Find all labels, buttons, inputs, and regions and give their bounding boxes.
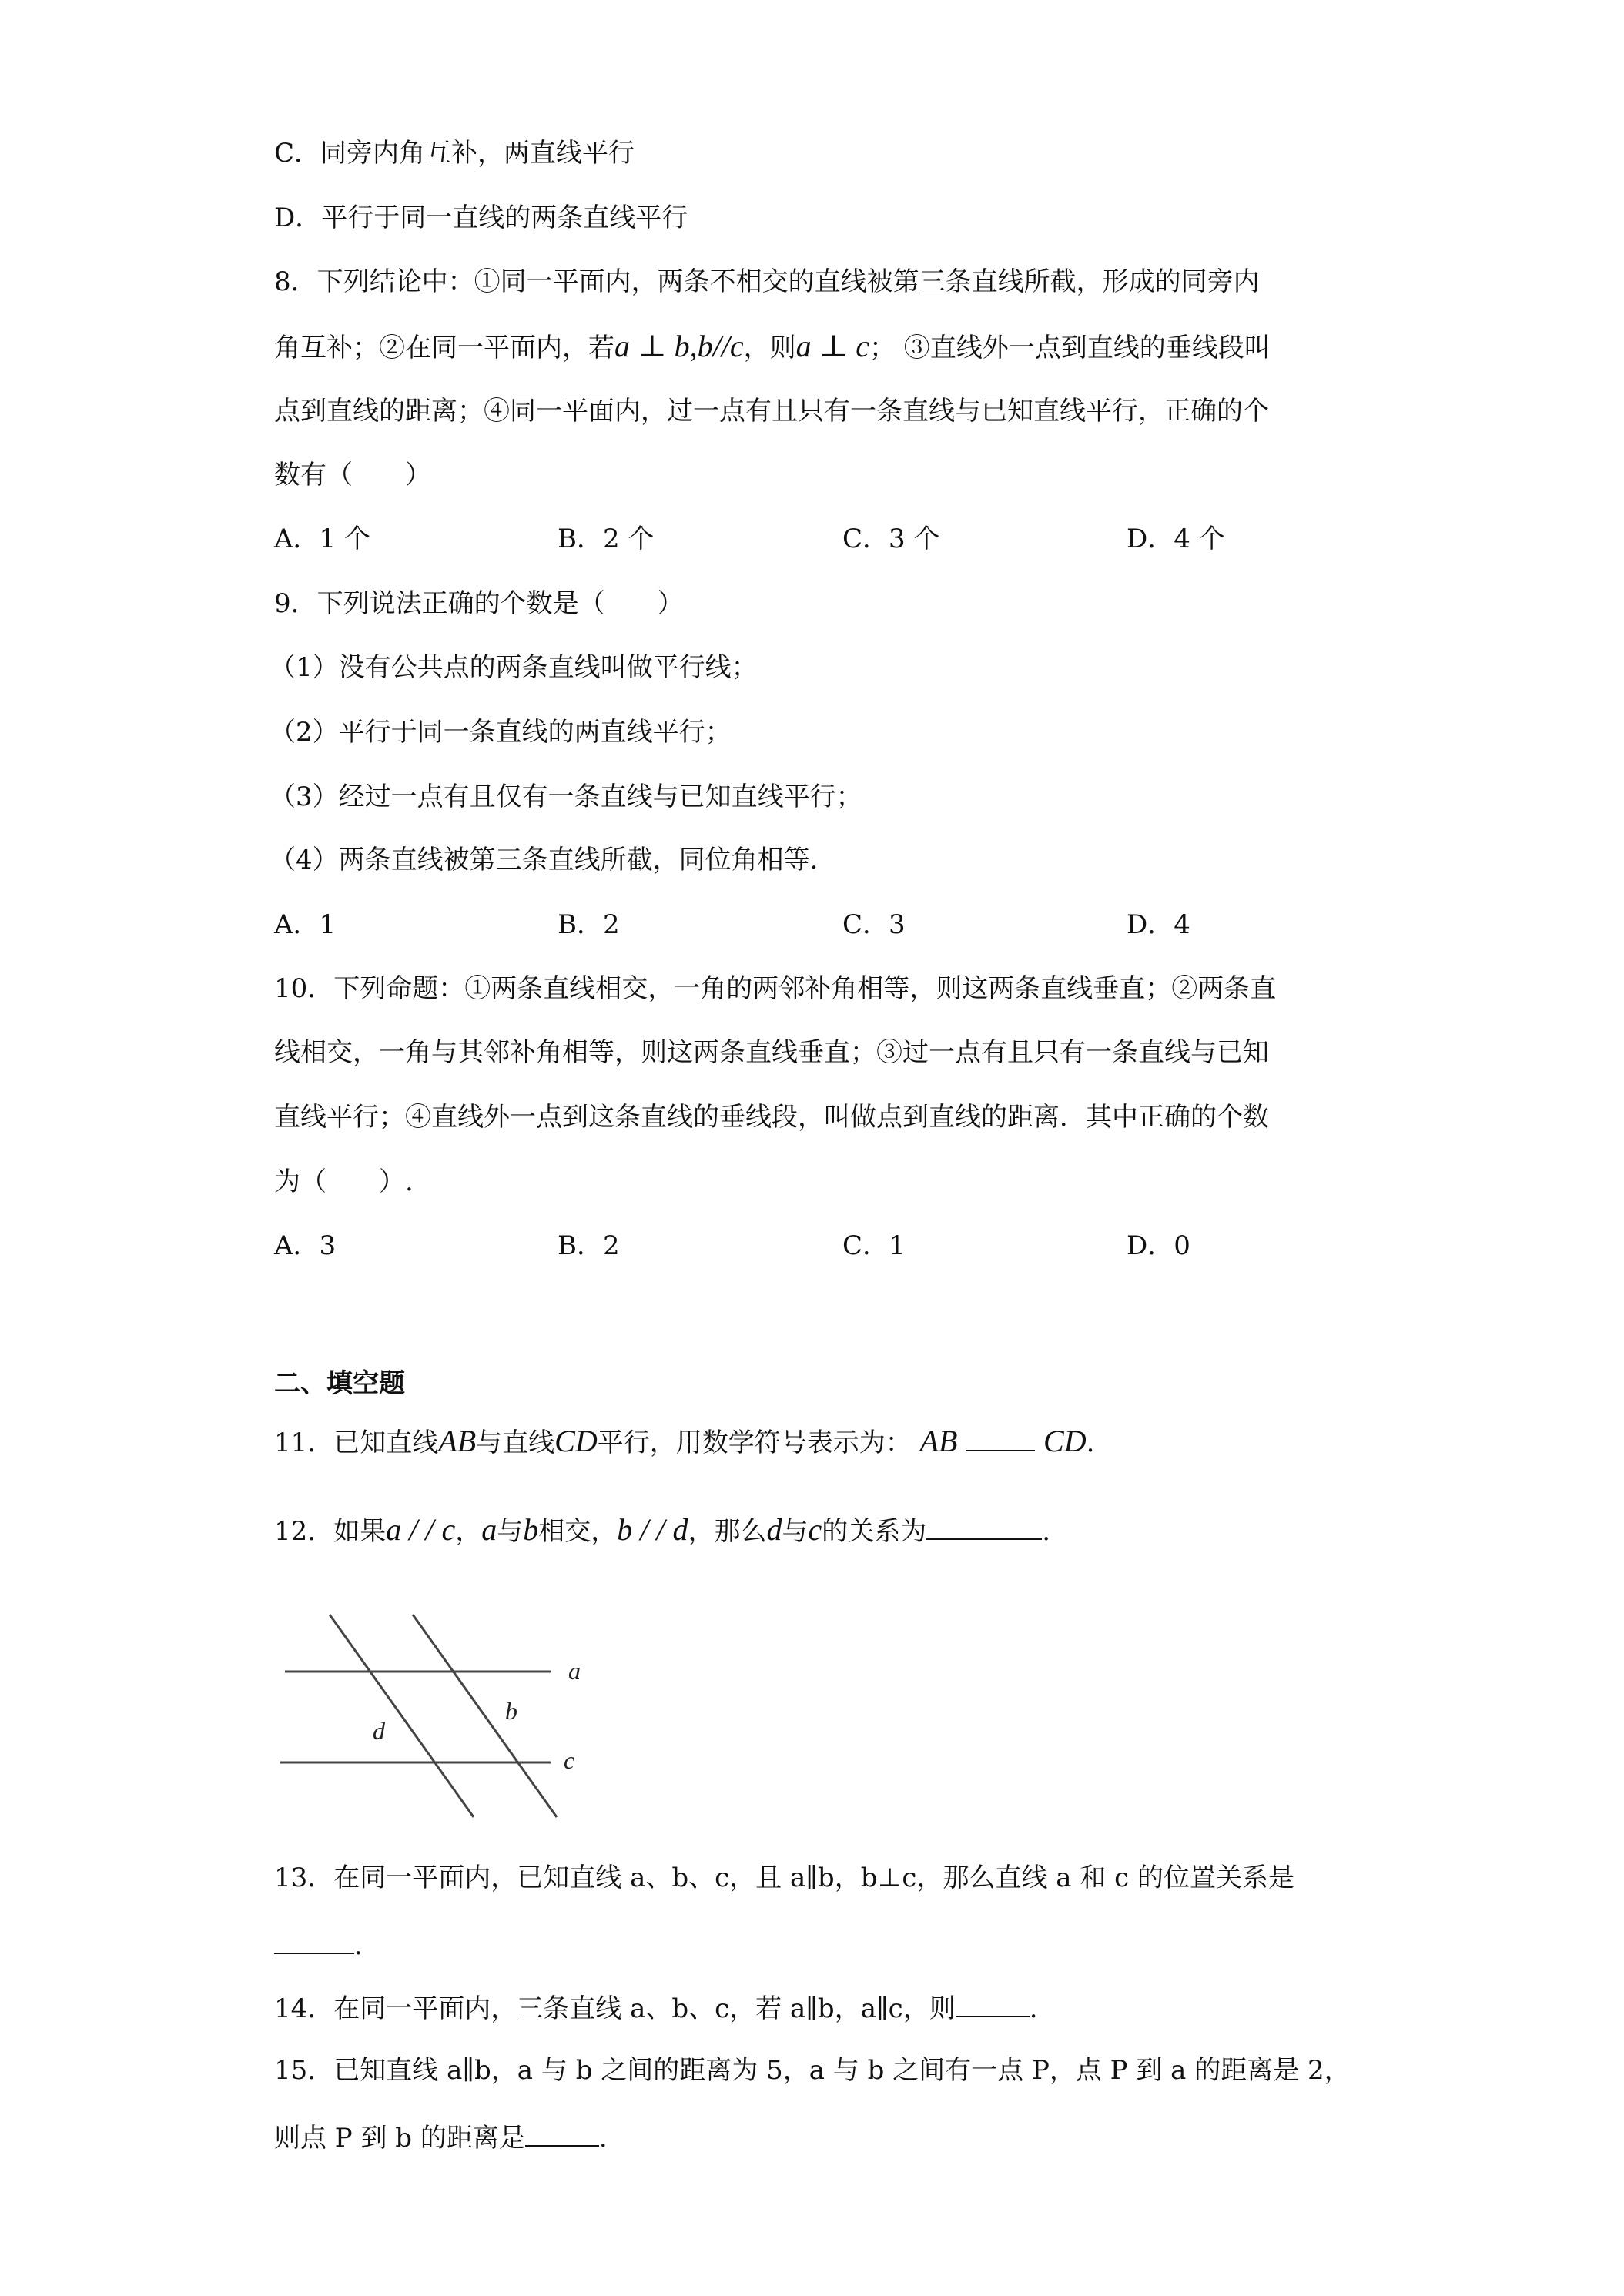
q11-answer-blank[interactable] (966, 1427, 1035, 1451)
q9-item-3: （3）经过一点有且仅有一条直线与已知直线平行； (270, 782, 862, 812)
q9-stem: 9．下列说法正确的个数是（ ） (274, 588, 684, 619)
q12-answer-blank[interactable] (926, 1515, 1042, 1540)
q11-text-4: . (1086, 1427, 1095, 1458)
q15-line-2 (274, 2122, 608, 2154)
q10-option-c: C．1 (842, 1230, 906, 1261)
q11-math-ab: AB (438, 1424, 477, 1458)
q13-answer-blank[interactable] (274, 1930, 354, 1954)
q12-text-2: ， (455, 1516, 482, 1547)
q11-math-cd: CD (554, 1424, 598, 1458)
q9-option-b: B．2 (558, 909, 620, 940)
q10-option-a: A．3 (274, 1230, 337, 1261)
q10-line-4: 为（ ）. (274, 1166, 414, 1197)
q11-line (274, 1426, 1094, 1457)
q8-option-a: A．1 个 (274, 524, 370, 554)
q9-option-d: D．4 (1127, 909, 1190, 940)
q12-text-6: 与 (782, 1516, 809, 1547)
line-d (330, 1615, 474, 1817)
q8-line-3: 点到直线的距离；④同一平面内，过一点有且只有一条直线与已知直线平行，正确的个 (274, 396, 1269, 427)
q15-end: . (598, 2123, 608, 2154)
q12-text-1: 12．如果 (274, 1516, 387, 1547)
q12-math-6: c (808, 1512, 822, 1547)
q7-option-d: D．平行于同一直线的两条直线平行 (274, 202, 688, 233)
q12-math-1: a / / c (386, 1512, 456, 1547)
q12-math-4: b / / d (617, 1512, 688, 1547)
q11-text-3: 平行，用数学符号表示为： (597, 1427, 912, 1458)
q11-math-ab-2: AB (919, 1424, 958, 1458)
q13-line-2 (274, 1930, 363, 1959)
q8-math-2: a ⊥ c (795, 329, 869, 363)
q8-line-4: 数有（ ） (274, 460, 431, 490)
q9-item-1: （1）没有公共点的两条直线叫做平行线； (270, 652, 758, 683)
q14-text: 14．在同一平面内，三条直线 a、b、c，若 a∥b，a∥c，则 (274, 1993, 956, 2024)
q11-text-2: 与直线 (476, 1427, 555, 1458)
q8-line-2-text-a: 角互补；②在同一平面内，若 (274, 333, 614, 363)
q12-math-3: b (523, 1512, 539, 1547)
q12-text-5: ，那么 (688, 1516, 767, 1547)
q10-option-d: D．0 (1127, 1230, 1190, 1261)
q15-line-1: 15．已知直线 a∥b，a 与 b 之间的距离为 5，a 与 b 之间有一点 P，点 P 到 a 的距离是 2， (274, 2055, 1351, 2086)
q11-math-cd-2: CD (1043, 1424, 1087, 1458)
q10-option-b: B．2 (558, 1230, 620, 1261)
q8-line-1: 8．下列结论中：①同一平面内，两条不相交的直线被第三条直线所截，形成的同旁内 (274, 266, 1260, 297)
q9-item-2: （2）平行于同一条直线的两直线平行； (270, 717, 732, 748)
q10-line-3: 直线平行；④直线外一点到这条直线的垂线段，叫做点到直线的距离．其中正确的个数 (274, 1102, 1269, 1133)
q15-text: 则点 P 到 b 的距离是 (274, 2123, 525, 2154)
q8-option-b: B．2 个 (558, 524, 655, 554)
q9-item-4: （4）两条直线被第三条直线所截，同位角相等. (270, 845, 819, 875)
q12-text-3: 与 (497, 1516, 524, 1547)
q9-option-c: C．3 (842, 909, 906, 940)
q12-math-2: a (481, 1512, 497, 1547)
q12-math-5: d (766, 1512, 782, 1547)
q14-end: . (1029, 1993, 1038, 2024)
parallel-lines-figure (277, 1605, 601, 1836)
q8-line-2-text-c: ； ③直线外一点到直线的垂线段叫 (869, 333, 1271, 363)
section-title: 二、填空题 (274, 1368, 405, 1399)
q15-answer-blank[interactable] (525, 2122, 599, 2147)
label-d: d (373, 1717, 385, 1745)
q12-text-4: 相交， (538, 1516, 618, 1547)
q14-answer-blank[interactable] (956, 1993, 1030, 2017)
label-a: a (568, 1657, 581, 1685)
q9-option-a: A．1 (274, 909, 337, 940)
q7-option-c: C．同旁内角互补，两直线平行 (274, 138, 635, 169)
q14-line (274, 1993, 1038, 2022)
q12-text-7: 的关系为 (822, 1516, 927, 1547)
label-b: b (505, 1697, 517, 1725)
line-b (413, 1615, 557, 1817)
q8-line-2 (274, 331, 1271, 362)
label-c: c (564, 1746, 575, 1774)
q8-option-d: D．4 个 (1127, 524, 1225, 554)
q11-text-1: 11．已知直线 (274, 1427, 439, 1458)
q10-line-1: 10．下列命题：①两条直线相交，一角的两邻补角相等，则这两条直线垂直；②两条直 (274, 973, 1277, 1004)
q12-line (274, 1514, 1050, 1545)
q13-end: . (354, 1930, 363, 1961)
q8-option-c: C．3 个 (842, 524, 940, 554)
q8-line-2-text-b: ，则 (743, 333, 796, 363)
q12-text-8: . (1042, 1516, 1051, 1547)
q13-line-1: 13．在同一平面内，已知直线 a、b、c，且 a∥b，b⊥c，那么直线 a 和 c 的位置关系是 (274, 1863, 1295, 1893)
q8-math-1: a ⊥ b,b//c (614, 329, 744, 363)
q10-line-2: 线相交，一角与其邻补角相等，则这两条直线垂直；③过一点有且只有一条直线与已知 (274, 1037, 1269, 1068)
